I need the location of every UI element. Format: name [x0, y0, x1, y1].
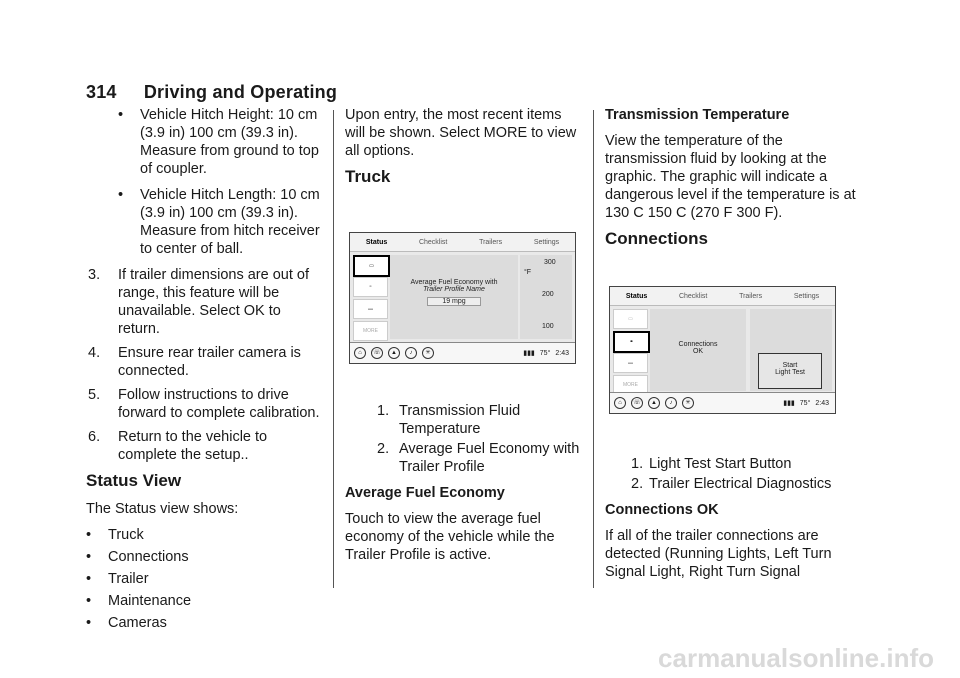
home-icon: ⌂	[614, 397, 626, 409]
truck-heading: Truck	[345, 167, 391, 186]
truck-icon: ▭	[353, 255, 390, 277]
temperature-gauge	[520, 255, 572, 339]
gauge-mid: 200	[542, 291, 554, 298]
trans-temp-text: View the temperature of the transmission fluid by looking at the graphic. The graphic will indicate a dangerous level if the temperature is at 130 C 150 C (270 F 300 F).	[605, 133, 856, 221]
list-item: • Cameras	[86, 615, 167, 631]
tab-status: Status	[625, 292, 648, 300]
start-light-test-button: Start Light Test	[758, 353, 822, 389]
gauge-unit: °F	[524, 269, 532, 276]
fuel-economy-label: Average Fuel Economy with	[410, 279, 498, 286]
intro-text: Upon entry, the most recent items will be shown. Select MORE to view all options.	[345, 107, 577, 159]
step-item: 6. Return to the vehicle to complete the setup..	[88, 429, 268, 463]
tab-checklist: Checklist	[678, 292, 708, 300]
media-icon: ♪	[665, 397, 677, 409]
avg-fuel-heading: Average Fuel Economy	[345, 485, 505, 501]
list-item: • Truck	[86, 527, 144, 543]
connections-callouts	[605, 455, 860, 589]
page-number: 314	[86, 82, 117, 102]
tab-checklist: Checklist	[418, 238, 448, 246]
watermark: carmanualsonline.info	[658, 643, 934, 673]
nav-icon: ▲	[648, 397, 660, 409]
tab-trailers: Trailers	[479, 238, 503, 246]
phone-icon: ☏	[631, 397, 643, 409]
connections-ok-heading: Connections OK	[605, 502, 719, 518]
column-divider	[333, 110, 334, 588]
connections-panel	[650, 309, 746, 391]
connections-screen-illustration	[609, 286, 836, 414]
trans-temp-heading: Transmission Temperature	[605, 107, 790, 123]
home-icon: ⌂	[354, 347, 366, 359]
gauge-low: 100	[542, 323, 554, 330]
column-3	[605, 106, 860, 258]
list-item: • Connections	[86, 549, 189, 565]
column-2	[345, 106, 585, 196]
list-item: 1. Light Test Start Button	[631, 456, 792, 472]
light-test-panel	[750, 309, 832, 391]
mpg-value: 19 mpg	[427, 297, 481, 306]
gauge-top: 300	[544, 259, 556, 266]
step-item: 5. Follow instructions to drive forward to complete calibration.	[88, 387, 320, 421]
bottom-bar	[350, 342, 575, 363]
column-divider	[593, 110, 594, 588]
status-intro: The Status view shows:	[86, 501, 239, 517]
status-view-heading: Status View	[86, 471, 182, 490]
list-item: 1. Transmission Fluid Temperature	[377, 403, 521, 437]
section-title: Driving and Operating	[143, 82, 338, 102]
signal-icon: ▮▮▮	[523, 350, 535, 357]
clock: 2:43	[815, 399, 829, 407]
connections-status: OK	[692, 348, 704, 355]
signal-icon: ▮▮▮	[783, 400, 795, 407]
screen-tabs	[610, 287, 835, 306]
more-thumb: MORE	[353, 321, 388, 341]
tab-settings: Settings	[793, 292, 820, 300]
trailer-icon: ▬	[353, 299, 388, 319]
screen-tabs	[350, 233, 575, 252]
link-icon: ⚭	[613, 331, 650, 353]
list-item: 2. Trailer Electrical Diagnostics	[631, 476, 832, 492]
column-1	[86, 106, 326, 636]
connections-heading: Connections	[605, 229, 708, 248]
clock: 2:43	[555, 349, 569, 357]
link-icon: ⚭	[353, 277, 388, 297]
list-item: • Maintenance	[86, 593, 192, 609]
tab-trailers: Trailers	[739, 292, 763, 300]
truck-callouts	[345, 402, 585, 572]
list-item: • Trailer	[86, 571, 149, 587]
truck-icon: ▭	[613, 309, 648, 329]
step-item: 4. Ensure rear trailer camera is connected.	[88, 345, 301, 379]
tab-settings: Settings	[533, 238, 560, 246]
connections-ok-text: If all of the trailer connections are detected (Running Lights, Left Turn Signal Light, Right Turn Signal	[605, 528, 832, 580]
bottom-bar	[610, 392, 835, 413]
list-item: • Vehicle Hitch Length: 10 cm (3.9 in) 100 cm (39.3 in). Measure from hitch receiver to center of ball.	[118, 187, 320, 257]
phone-icon: ☏	[371, 347, 383, 359]
fuel-economy-panel	[390, 255, 518, 339]
climate-icon: ✳	[682, 397, 694, 409]
more-thumb: MORE	[613, 375, 648, 395]
outside-temp: 75°	[539, 349, 551, 357]
connections-label: Connections	[678, 341, 718, 348]
list-item: 2. Average Fuel Economy with Trailer Profile	[377, 441, 580, 475]
media-icon: ♪	[405, 347, 417, 359]
page-header	[86, 82, 337, 103]
climate-icon: ✳	[422, 347, 434, 359]
outside-temp: 75°	[799, 399, 811, 407]
profile-name-label: Trailer Profile Name	[423, 286, 485, 293]
list-item: • Vehicle Hitch Height: 10 cm (3.9 in) 100 cm (39.3 in). Measure from ground to top of coupler.	[118, 107, 319, 177]
trailer-icon: ▬	[613, 353, 648, 373]
nav-icon: ▲	[388, 347, 400, 359]
truck-screen-illustration	[349, 232, 576, 364]
step-item: 3. If trailer dimensions are out of range, this feature will be unavailable. Select OK to return.	[88, 267, 310, 337]
tab-status: Status	[365, 238, 388, 246]
avg-fuel-text: Touch to view the average fuel economy of the vehicle while the Trailer Profile is active.	[345, 511, 555, 563]
